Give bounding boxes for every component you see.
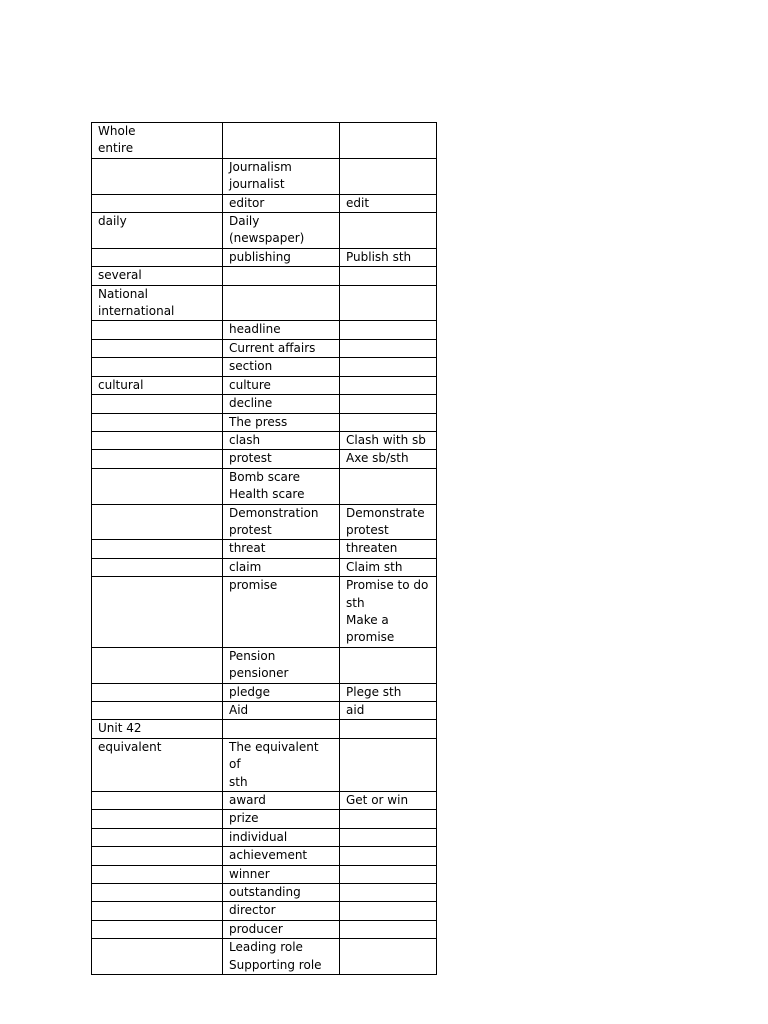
table-cell-noun: producer: [223, 920, 340, 938]
table-row: [92, 123, 437, 159]
table-cell-term: [92, 395, 223, 413]
table-cell-verb-form: [340, 847, 437, 865]
table-cell-verb-form: Plege sth: [340, 683, 437, 701]
table-cell-verb-form: [340, 828, 437, 846]
table-row: [92, 450, 437, 468]
table-cell-verb-form: [340, 865, 437, 883]
table-cell-term: [92, 577, 223, 648]
table-row: [92, 413, 437, 431]
table-cell-noun: Journalism journalist: [223, 158, 340, 194]
table-cell-term: Unit 42: [92, 720, 223, 738]
table-cell-verb-form: [340, 267, 437, 285]
table-cell-term: [92, 358, 223, 376]
table-cell-noun: Bomb scare Health scare: [223, 468, 340, 504]
table-cell-verb-form: Get or win: [340, 792, 437, 810]
table-cell-verb-form: [340, 810, 437, 828]
table-cell-verb-form: [340, 285, 437, 321]
table-row: [92, 376, 437, 394]
table-cell-noun: promise: [223, 577, 340, 648]
table-cell-verb-form: [340, 468, 437, 504]
table-cell-term: [92, 558, 223, 576]
table-cell-term: [92, 810, 223, 828]
table-cell-noun: Daily (newspaper): [223, 213, 340, 249]
table-cell-term: [92, 194, 223, 212]
table-cell-verb-form: Publish sth: [340, 248, 437, 266]
table-cell-noun: editor: [223, 194, 340, 212]
table-cell-verb-form: [340, 321, 437, 339]
table-cell-verb-form: [340, 939, 437, 975]
table-cell-verb-form: [340, 920, 437, 938]
table-cell-noun: [223, 285, 340, 321]
table-cell-verb-form: [340, 358, 437, 376]
table-cell-verb-form: Axe sb/sth: [340, 450, 437, 468]
table-cell-term: [92, 504, 223, 540]
table-row: [92, 577, 437, 648]
table-cell-term: daily: [92, 213, 223, 249]
table-cell-term: [92, 540, 223, 558]
table-row: [92, 792, 437, 810]
table-row: [92, 540, 437, 558]
table-row: [92, 468, 437, 504]
table-cell-verb-form: aid: [340, 702, 437, 720]
table-cell-noun: The press: [223, 413, 340, 431]
table-cell-verb-form: Claim sth: [340, 558, 437, 576]
table-cell-term: [92, 847, 223, 865]
table-cell-term: [92, 683, 223, 701]
table-cell-noun: [223, 123, 340, 159]
table-cell-noun: [223, 267, 340, 285]
table-row: [92, 847, 437, 865]
table-cell-verb-form: [340, 158, 437, 194]
table-row: [92, 395, 437, 413]
table-cell-noun: pledge: [223, 683, 340, 701]
table-cell-noun: Aid: [223, 702, 340, 720]
table-row: [92, 920, 437, 938]
table-cell-term: equivalent: [92, 738, 223, 791]
table-row: [92, 558, 437, 576]
table-row: [92, 267, 437, 285]
table-cell-term: [92, 828, 223, 846]
table-row: [92, 939, 437, 975]
table-cell-verb-form: Clash with sb: [340, 431, 437, 449]
table-cell-noun: protest: [223, 450, 340, 468]
table-cell-verb-form: [340, 339, 437, 357]
table-cell-term: [92, 647, 223, 683]
table-row: [92, 683, 437, 701]
table-row: [92, 213, 437, 249]
table-cell-verb-form: threaten: [340, 540, 437, 558]
table-cell-noun: [223, 720, 340, 738]
table-cell-term: [92, 792, 223, 810]
table-cell-term: Whole entire: [92, 123, 223, 159]
table-cell-noun: award: [223, 792, 340, 810]
table-cell-term: [92, 884, 223, 902]
table-cell-noun: achievement: [223, 847, 340, 865]
table-cell-noun: decline: [223, 395, 340, 413]
table-cell-verb-form: [340, 413, 437, 431]
table-row: [92, 884, 437, 902]
table-cell-term: [92, 920, 223, 938]
table-cell-term: [92, 158, 223, 194]
table-cell-verb-form: [340, 123, 437, 159]
table-cell-verb-form: edit: [340, 194, 437, 212]
table-row: [92, 321, 437, 339]
table-cell-verb-form: [340, 376, 437, 394]
table-cell-term: [92, 902, 223, 920]
table-cell-noun: threat: [223, 540, 340, 558]
table-cell-noun: Demonstration protest: [223, 504, 340, 540]
table-cell-verb-form: [340, 395, 437, 413]
table-row: [92, 285, 437, 321]
table-cell-verb-form: [340, 720, 437, 738]
table-cell-term: [92, 450, 223, 468]
table-row: [92, 248, 437, 266]
table-row: [92, 865, 437, 883]
table-cell-term: [92, 468, 223, 504]
table-row: [92, 720, 437, 738]
table-cell-noun: Current affairs: [223, 339, 340, 357]
table-row: [92, 358, 437, 376]
table-cell-noun: outstanding: [223, 884, 340, 902]
table-row: [92, 194, 437, 212]
vocabulary-table-body: [92, 123, 437, 975]
table-cell-term: National international: [92, 285, 223, 321]
table-cell-term: [92, 431, 223, 449]
table-row: [92, 339, 437, 357]
table-cell-verb-form: [340, 884, 437, 902]
table-row: [92, 738, 437, 791]
table-cell-term: [92, 413, 223, 431]
table-cell-noun: culture: [223, 376, 340, 394]
table-cell-noun: director: [223, 902, 340, 920]
table-row: [92, 158, 437, 194]
table-cell-noun: The equivalent of sth: [223, 738, 340, 791]
table-cell-noun: clash: [223, 431, 340, 449]
table-row: [92, 504, 437, 540]
table-cell-verb-form: [340, 647, 437, 683]
table-cell-noun: publishing: [223, 248, 340, 266]
table-cell-verb-form: Demonstrate protest: [340, 504, 437, 540]
table-cell-term: [92, 939, 223, 975]
table-row: [92, 702, 437, 720]
table-cell-verb-form: [340, 213, 437, 249]
table-cell-term: [92, 702, 223, 720]
table-cell-noun: headline: [223, 321, 340, 339]
vocabulary-table: [91, 122, 437, 975]
table-row: [92, 828, 437, 846]
table-cell-term: [92, 865, 223, 883]
table-cell-noun: section: [223, 358, 340, 376]
table-row: [92, 902, 437, 920]
table-cell-term: cultural: [92, 376, 223, 394]
table-cell-noun: winner: [223, 865, 340, 883]
table-cell-term: [92, 248, 223, 266]
table-row: [92, 431, 437, 449]
table-cell-noun: prize: [223, 810, 340, 828]
table-cell-term: several: [92, 267, 223, 285]
table-cell-noun: Leading role Supporting role: [223, 939, 340, 975]
table-cell-term: [92, 321, 223, 339]
table-cell-noun: individual: [223, 828, 340, 846]
table-row: [92, 810, 437, 828]
table-cell-noun: Pension pensioner: [223, 647, 340, 683]
table-cell-verb-form: [340, 902, 437, 920]
table-cell-verb-form: [340, 738, 437, 791]
table-cell-term: [92, 339, 223, 357]
table-cell-noun: claim: [223, 558, 340, 576]
table-cell-verb-form: Promise to do sth Make a promise: [340, 577, 437, 648]
table-row: [92, 647, 437, 683]
